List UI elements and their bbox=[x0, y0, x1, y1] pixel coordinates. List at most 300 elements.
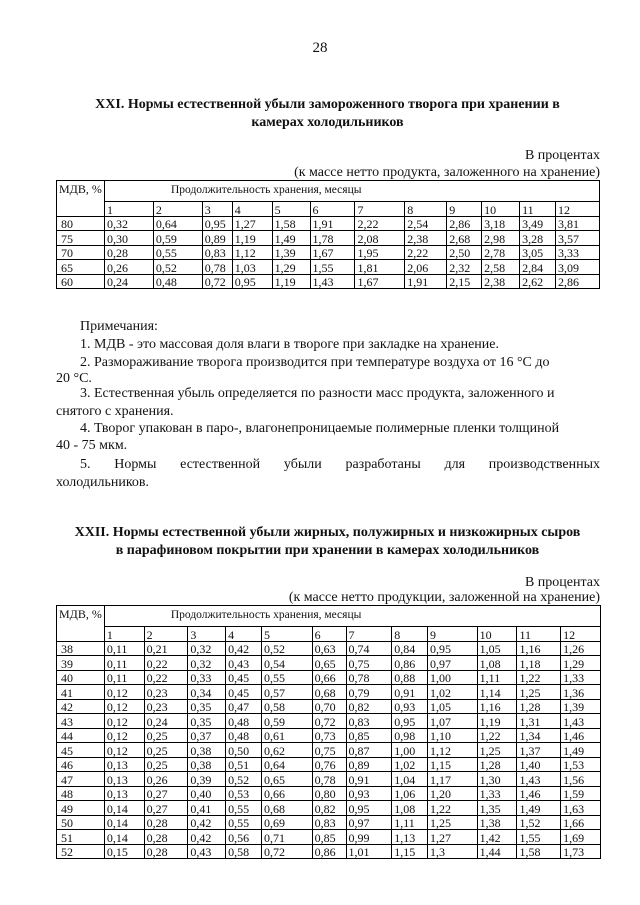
value-cell: 0,63 bbox=[312, 641, 346, 656]
value-cell: 0,65 bbox=[312, 656, 346, 671]
mdv-cell: 39 bbox=[57, 656, 105, 671]
value-cell: 2,15 bbox=[447, 274, 482, 289]
notes-block bbox=[80, 318, 600, 371]
value-cell: 0,48 bbox=[226, 714, 262, 729]
value-cell: 0,87 bbox=[346, 743, 392, 758]
value-cell: 0,22 bbox=[144, 656, 188, 671]
month-header-cell: 3 bbox=[188, 627, 226, 642]
value-cell: 1,78 bbox=[310, 231, 355, 246]
value-cell: 0,43 bbox=[226, 656, 262, 671]
value-cell: 1,44 bbox=[477, 844, 517, 859]
value-cell: 0,22 bbox=[144, 670, 188, 685]
table-row bbox=[57, 274, 600, 289]
value-cell: 0,11 bbox=[104, 641, 144, 656]
table-row bbox=[57, 844, 601, 859]
month-header-cell: 8 bbox=[405, 202, 447, 217]
value-cell: 1,22 bbox=[477, 728, 517, 743]
value-cell: 0,45 bbox=[226, 670, 262, 685]
value-cell: 3,81 bbox=[556, 216, 600, 231]
value-cell: 0,78 bbox=[346, 670, 392, 685]
value-cell: 0,52 bbox=[262, 641, 313, 656]
value-cell: 0,13 bbox=[104, 757, 144, 772]
section22-unit-note: (к массе нетто продукции, заложенной на хранение) bbox=[288, 590, 600, 605]
value-cell: 0,14 bbox=[104, 801, 144, 816]
value-cell: 1,33 bbox=[561, 670, 601, 685]
note-4-line2: 40 - 75 мкм. bbox=[56, 438, 128, 453]
value-cell: 1,22 bbox=[517, 670, 561, 685]
month-header-cell: 7 bbox=[355, 202, 405, 217]
note-2-line2: 20 °С. bbox=[56, 371, 92, 386]
value-cell: 0,75 bbox=[346, 656, 392, 671]
month-header-cell: 11 bbox=[520, 202, 556, 217]
value-cell: 1,53 bbox=[561, 757, 601, 772]
value-cell: 1,37 bbox=[517, 743, 561, 758]
value-cell: 0,89 bbox=[202, 231, 232, 246]
value-cell: 0,72 bbox=[262, 844, 313, 859]
value-cell: 1,25 bbox=[477, 743, 517, 758]
note-1: 1. МДВ - это массовая доля влаги в твороге при закладке на хранение. bbox=[80, 337, 500, 352]
value-cell: 1,55 bbox=[310, 260, 355, 275]
value-cell: 0,86 bbox=[392, 656, 428, 671]
value-cell: 2,58 bbox=[482, 260, 520, 275]
value-cell: 0,35 bbox=[188, 714, 226, 729]
value-cell: 0,28 bbox=[104, 245, 153, 260]
mdv-cell: 44 bbox=[57, 728, 105, 743]
value-cell: 0,74 bbox=[346, 641, 392, 656]
value-cell: 0,52 bbox=[226, 772, 262, 787]
value-cell: 0,26 bbox=[144, 772, 188, 787]
value-cell: 0,59 bbox=[262, 714, 313, 729]
mdv-cell: 38 bbox=[57, 641, 105, 656]
value-cell: 1,95 bbox=[355, 245, 405, 260]
value-cell: 0,13 bbox=[104, 772, 144, 787]
value-cell: 0,91 bbox=[392, 685, 428, 700]
value-cell: 0,99 bbox=[346, 830, 392, 845]
value-cell: 0,55 bbox=[226, 815, 262, 830]
value-cell: 1,20 bbox=[428, 786, 478, 801]
value-cell: 0,95 bbox=[428, 641, 478, 656]
value-cell: 0,71 bbox=[262, 830, 313, 845]
value-cell: 1,16 bbox=[517, 641, 561, 656]
value-cell: 0,39 bbox=[188, 772, 226, 787]
value-cell: 1,39 bbox=[561, 699, 601, 714]
month-header-cell: 3 bbox=[202, 202, 232, 217]
month-header-cell: 2 bbox=[153, 202, 202, 217]
value-cell: 1,28 bbox=[517, 699, 561, 714]
months-header-row bbox=[57, 627, 601, 642]
note-2-line1: 2. Размораживание творога производится при температуре воздуха от 16 °С до bbox=[80, 355, 550, 370]
value-cell: 1,56 bbox=[561, 772, 601, 787]
value-cell: 1,81 bbox=[355, 260, 405, 275]
note-3-line2: снятого с хранения. bbox=[56, 404, 174, 419]
value-cell: 2,08 bbox=[355, 231, 405, 246]
table-row bbox=[57, 216, 600, 231]
value-cell: 0,95 bbox=[232, 274, 272, 289]
mdv-cell: 60 bbox=[57, 274, 105, 289]
month-header-cell: 11 bbox=[517, 627, 561, 642]
value-cell: 1,49 bbox=[272, 231, 310, 246]
value-cell: 1,00 bbox=[428, 670, 478, 685]
value-cell: 0,45 bbox=[226, 685, 262, 700]
table-row bbox=[57, 231, 600, 246]
value-cell: 0,78 bbox=[312, 772, 346, 787]
value-cell: 2,38 bbox=[405, 231, 447, 246]
value-cell: 1,17 bbox=[428, 772, 478, 787]
value-cell: 3,05 bbox=[520, 245, 556, 260]
value-cell: 0,25 bbox=[144, 728, 188, 743]
value-cell: 0,68 bbox=[312, 685, 346, 700]
value-cell: 0,59 bbox=[153, 231, 202, 246]
value-cell: 1,25 bbox=[517, 685, 561, 700]
value-cell: 0,64 bbox=[153, 216, 202, 231]
value-cell: 1,40 bbox=[517, 757, 561, 772]
value-cell: 1,46 bbox=[561, 728, 601, 743]
value-cell: 0,15 bbox=[104, 844, 144, 859]
value-cell: 0,12 bbox=[104, 743, 144, 758]
value-cell: 1,25 bbox=[428, 815, 478, 830]
mdv-cell: 75 bbox=[57, 231, 105, 246]
mdv-cell: 51 bbox=[57, 830, 105, 845]
value-cell: 3,09 bbox=[556, 260, 600, 275]
value-cell: 0,61 bbox=[262, 728, 313, 743]
section21-title bbox=[55, 96, 600, 132]
value-cell: 3,28 bbox=[520, 231, 556, 246]
value-cell: 0,93 bbox=[392, 699, 428, 714]
section22-title-line1: XXII. Нормы естественной убыли жирных, полужирных и низкожирных сыров bbox=[74, 525, 581, 540]
note-5-line2: холодильников. bbox=[56, 475, 150, 490]
month-header-cell: 1 bbox=[104, 202, 153, 217]
value-cell: 0,85 bbox=[312, 830, 346, 845]
value-cell: 0,97 bbox=[346, 815, 392, 830]
value-cell: 0,72 bbox=[312, 714, 346, 729]
value-cell: 0,55 bbox=[262, 670, 313, 685]
value-cell: 0,54 bbox=[262, 656, 313, 671]
value-cell: 1,19 bbox=[477, 714, 517, 729]
value-cell: 1,66 bbox=[561, 815, 601, 830]
value-cell: 2,06 bbox=[405, 260, 447, 275]
value-cell: 2,62 bbox=[520, 274, 556, 289]
value-cell: 0,12 bbox=[104, 685, 144, 700]
table-row bbox=[57, 656, 601, 671]
table-row bbox=[57, 714, 601, 729]
value-cell: 0,68 bbox=[262, 801, 313, 816]
value-cell: 2,86 bbox=[447, 216, 482, 231]
value-cell: 1,35 bbox=[477, 801, 517, 816]
value-cell: 0,79 bbox=[346, 685, 392, 700]
table-row bbox=[57, 815, 601, 830]
section21-unit-note: (к массе нетто продукта, заложенного на хранение) bbox=[294, 165, 600, 180]
value-cell: 0,64 bbox=[262, 757, 313, 772]
value-cell: 0,23 bbox=[144, 685, 188, 700]
value-cell: 0,55 bbox=[153, 245, 202, 260]
value-cell: 0,53 bbox=[226, 786, 262, 801]
section21-table bbox=[56, 180, 600, 289]
value-cell: 2,22 bbox=[405, 245, 447, 260]
value-cell: 0,75 bbox=[312, 743, 346, 758]
value-cell: 1,12 bbox=[232, 245, 272, 260]
value-cell: 1,11 bbox=[392, 815, 428, 830]
value-cell: 0,93 bbox=[346, 786, 392, 801]
mdv-cell: 45 bbox=[57, 743, 105, 758]
value-cell: 0,24 bbox=[104, 274, 153, 289]
value-cell: 0,11 bbox=[104, 656, 144, 671]
value-cell: 1,29 bbox=[272, 260, 310, 275]
mdv-cell: 42 bbox=[57, 699, 105, 714]
value-cell: 1,91 bbox=[405, 274, 447, 289]
value-cell: 1,07 bbox=[428, 714, 478, 729]
value-cell: 1,18 bbox=[517, 656, 561, 671]
value-cell: 0,48 bbox=[226, 728, 262, 743]
value-cell: 1,33 bbox=[477, 786, 517, 801]
months-header-row bbox=[57, 202, 600, 217]
value-cell: 0,32 bbox=[188, 641, 226, 656]
value-cell: 0,82 bbox=[312, 801, 346, 816]
value-cell: 0,76 bbox=[312, 757, 346, 772]
value-cell: 1,38 bbox=[477, 815, 517, 830]
month-header-cell: 12 bbox=[556, 202, 600, 217]
value-cell: 1,00 bbox=[392, 743, 428, 758]
mdv-cell: 65 bbox=[57, 260, 105, 275]
value-cell: 0,43 bbox=[188, 844, 226, 859]
value-cell: 3,57 bbox=[556, 231, 600, 246]
value-cell: 2,78 bbox=[482, 245, 520, 260]
value-cell: 0,41 bbox=[188, 801, 226, 816]
value-cell: 1,30 bbox=[477, 772, 517, 787]
value-cell: 0,12 bbox=[104, 728, 144, 743]
value-cell: 0,58 bbox=[262, 699, 313, 714]
value-cell: 0,42 bbox=[188, 830, 226, 845]
value-cell: 2,84 bbox=[520, 260, 556, 275]
value-cell: 1,08 bbox=[392, 801, 428, 816]
month-header-cell: 6 bbox=[312, 627, 346, 642]
value-cell: 0,21 bbox=[144, 641, 188, 656]
value-cell: 1,06 bbox=[392, 786, 428, 801]
value-cell: 0,28 bbox=[144, 815, 188, 830]
value-cell: 0,95 bbox=[346, 801, 392, 816]
value-cell: 0,83 bbox=[312, 815, 346, 830]
section22-title-line2: в парафиновом покрытии при хранении в камерах холодильников bbox=[115, 543, 540, 558]
value-cell: 0,35 bbox=[188, 699, 226, 714]
value-cell: 0,91 bbox=[346, 772, 392, 787]
value-cell: 3,18 bbox=[482, 216, 520, 231]
value-cell: 0,25 bbox=[144, 743, 188, 758]
value-cell: 1,11 bbox=[477, 670, 517, 685]
value-cell: 1,27 bbox=[428, 830, 478, 845]
value-cell: 1,58 bbox=[272, 216, 310, 231]
value-cell: 1,3 bbox=[428, 844, 478, 859]
month-header-cell: 4 bbox=[226, 627, 262, 642]
value-cell: 0,80 bbox=[312, 786, 346, 801]
value-cell: 1,91 bbox=[310, 216, 355, 231]
value-cell: 0,38 bbox=[188, 743, 226, 758]
value-cell: 0,25 bbox=[144, 757, 188, 772]
mdv-cell: 47 bbox=[57, 772, 105, 787]
value-cell: 2,38 bbox=[482, 274, 520, 289]
value-cell: 0,23 bbox=[144, 699, 188, 714]
value-cell: 0,62 bbox=[262, 743, 313, 758]
value-cell: 0,47 bbox=[226, 699, 262, 714]
value-cell: 0,95 bbox=[392, 714, 428, 729]
mdv-cell: 70 bbox=[57, 245, 105, 260]
value-cell: 0,11 bbox=[104, 670, 144, 685]
value-cell: 0,69 bbox=[262, 815, 313, 830]
value-cell: 0,66 bbox=[262, 786, 313, 801]
value-cell: 0,27 bbox=[144, 786, 188, 801]
mdv-cell: 49 bbox=[57, 801, 105, 816]
value-cell: 1,52 bbox=[517, 815, 561, 830]
value-cell: 1,42 bbox=[477, 830, 517, 845]
month-header-cell: 9 bbox=[428, 627, 478, 642]
mdv-header: МДВ, % bbox=[57, 606, 105, 642]
value-cell: 0,70 bbox=[312, 699, 346, 714]
mdv-cell: 50 bbox=[57, 815, 105, 830]
value-cell: 1,16 bbox=[477, 699, 517, 714]
section21-units: В процентах bbox=[524, 148, 600, 163]
value-cell: 0,24 bbox=[144, 714, 188, 729]
value-cell: 3,33 bbox=[556, 245, 600, 260]
value-cell: 0,50 bbox=[226, 743, 262, 758]
value-cell: 1,10 bbox=[428, 728, 478, 743]
page-number: 28 bbox=[312, 40, 328, 56]
value-cell: 0,12 bbox=[104, 699, 144, 714]
value-cell: 1,15 bbox=[392, 844, 428, 859]
value-cell: 0,85 bbox=[346, 728, 392, 743]
month-header-cell: 6 bbox=[310, 202, 355, 217]
value-cell: 1,12 bbox=[428, 743, 478, 758]
value-cell: 1,49 bbox=[517, 801, 561, 816]
value-cell: 0,13 bbox=[104, 786, 144, 801]
value-cell: 1,28 bbox=[477, 757, 517, 772]
section21-title-line1: XXI. Нормы естественной убыли замороженного творога при хранении в bbox=[95, 97, 560, 112]
month-header-cell: 9 bbox=[447, 202, 482, 217]
table-row bbox=[57, 801, 601, 816]
value-cell: 0,95 bbox=[202, 216, 232, 231]
value-cell: 1,05 bbox=[428, 699, 478, 714]
value-cell: 0,55 bbox=[226, 801, 262, 816]
value-cell: 1,15 bbox=[428, 757, 478, 772]
month-header-cell: 5 bbox=[272, 202, 310, 217]
value-cell: 1,26 bbox=[561, 641, 601, 656]
value-cell: 1,31 bbox=[517, 714, 561, 729]
value-cell: 1,63 bbox=[561, 801, 601, 816]
month-header-cell: 10 bbox=[482, 202, 520, 217]
value-cell: 0,34 bbox=[188, 685, 226, 700]
value-cell: 1,58 bbox=[517, 844, 561, 859]
value-cell: 0,57 bbox=[262, 685, 313, 700]
mdv-cell: 52 bbox=[57, 844, 105, 859]
table-row bbox=[57, 786, 601, 801]
month-header-cell: 2 bbox=[144, 627, 188, 642]
value-cell: 1,39 bbox=[272, 245, 310, 260]
value-cell: 0,78 bbox=[202, 260, 232, 275]
value-cell: 1,55 bbox=[517, 830, 561, 845]
section21-title-line2: камерах холодильников bbox=[251, 115, 404, 130]
value-cell: 0,56 bbox=[226, 830, 262, 845]
note-5-line1: 5. Нормы естественной убыли разработаны для производственных bbox=[80, 457, 600, 472]
value-cell: 0,27 bbox=[144, 801, 188, 816]
value-cell: 1,13 bbox=[392, 830, 428, 845]
value-cell: 1,14 bbox=[477, 685, 517, 700]
note-4-line1: 4. Творог упакован в паро-, влагонепроницаемые полимерные пленки толщиной bbox=[80, 421, 560, 436]
value-cell: 0,83 bbox=[346, 714, 392, 729]
value-cell: 0,33 bbox=[188, 670, 226, 685]
value-cell: 3,49 bbox=[520, 216, 556, 231]
value-cell: 0,28 bbox=[144, 844, 188, 859]
value-cell: 1,04 bbox=[392, 772, 428, 787]
mdv-cell: 43 bbox=[57, 714, 105, 729]
mdv-cell: 40 bbox=[57, 670, 105, 685]
value-cell: 0,30 bbox=[104, 231, 153, 246]
value-cell: 1,02 bbox=[392, 757, 428, 772]
value-cell: 0,28 bbox=[144, 830, 188, 845]
table-row bbox=[57, 772, 601, 787]
value-cell: 0,48 bbox=[153, 274, 202, 289]
value-cell: 0,73 bbox=[312, 728, 346, 743]
value-cell: 1,03 bbox=[232, 260, 272, 275]
table-row bbox=[57, 245, 600, 260]
value-cell: 1,08 bbox=[477, 656, 517, 671]
value-cell: 1,01 bbox=[346, 844, 392, 859]
month-header-cell: 10 bbox=[477, 627, 517, 642]
month-header-cell: 12 bbox=[561, 627, 601, 642]
duration-header: Продолжительность хранения, месяцы bbox=[104, 606, 600, 627]
value-cell: 2,68 bbox=[447, 231, 482, 246]
value-cell: 2,22 bbox=[355, 216, 405, 231]
month-header-cell: 8 bbox=[392, 627, 428, 642]
table-row bbox=[57, 699, 601, 714]
value-cell: 0,32 bbox=[104, 216, 153, 231]
value-cell: 0,65 bbox=[262, 772, 313, 787]
value-cell: 0,58 bbox=[226, 844, 262, 859]
value-cell: 0,83 bbox=[202, 245, 232, 260]
value-cell: 0,51 bbox=[226, 757, 262, 772]
value-cell: 1,67 bbox=[310, 245, 355, 260]
value-cell: 1,27 bbox=[232, 216, 272, 231]
mdv-cell: 41 bbox=[57, 685, 105, 700]
value-cell: 1,43 bbox=[561, 714, 601, 729]
value-cell: 2,86 bbox=[556, 274, 600, 289]
value-cell: 0,38 bbox=[188, 757, 226, 772]
value-cell: 0,88 bbox=[392, 670, 428, 685]
mdv-cell: 48 bbox=[57, 786, 105, 801]
value-cell: 1,67 bbox=[355, 274, 405, 289]
table-row bbox=[57, 670, 601, 685]
value-cell: 2,54 bbox=[405, 216, 447, 231]
month-header-cell: 7 bbox=[346, 627, 392, 642]
value-cell: 1,36 bbox=[561, 685, 601, 700]
section22-table bbox=[56, 605, 601, 859]
mdv-cell: 46 bbox=[57, 757, 105, 772]
value-cell: 1,02 bbox=[428, 685, 478, 700]
value-cell: 0,86 bbox=[312, 844, 346, 859]
value-cell: 1,05 bbox=[477, 641, 517, 656]
value-cell: 2,32 bbox=[447, 260, 482, 275]
month-header-cell: 5 bbox=[262, 627, 313, 642]
mdv-header: МДВ, % bbox=[57, 181, 105, 217]
duration-header: Продолжительность хранения, месяцы bbox=[104, 181, 599, 202]
value-cell: 1,49 bbox=[561, 743, 601, 758]
value-cell: 0,84 bbox=[392, 641, 428, 656]
value-cell: 0,14 bbox=[104, 815, 144, 830]
value-cell: 0,42 bbox=[226, 641, 262, 656]
value-cell: 0,12 bbox=[104, 714, 144, 729]
value-cell: 1,73 bbox=[561, 844, 601, 859]
table-row bbox=[57, 830, 601, 845]
value-cell: 1,43 bbox=[310, 274, 355, 289]
value-cell: 1,22 bbox=[428, 801, 478, 816]
value-cell: 0,32 bbox=[188, 656, 226, 671]
value-cell: 2,50 bbox=[447, 245, 482, 260]
